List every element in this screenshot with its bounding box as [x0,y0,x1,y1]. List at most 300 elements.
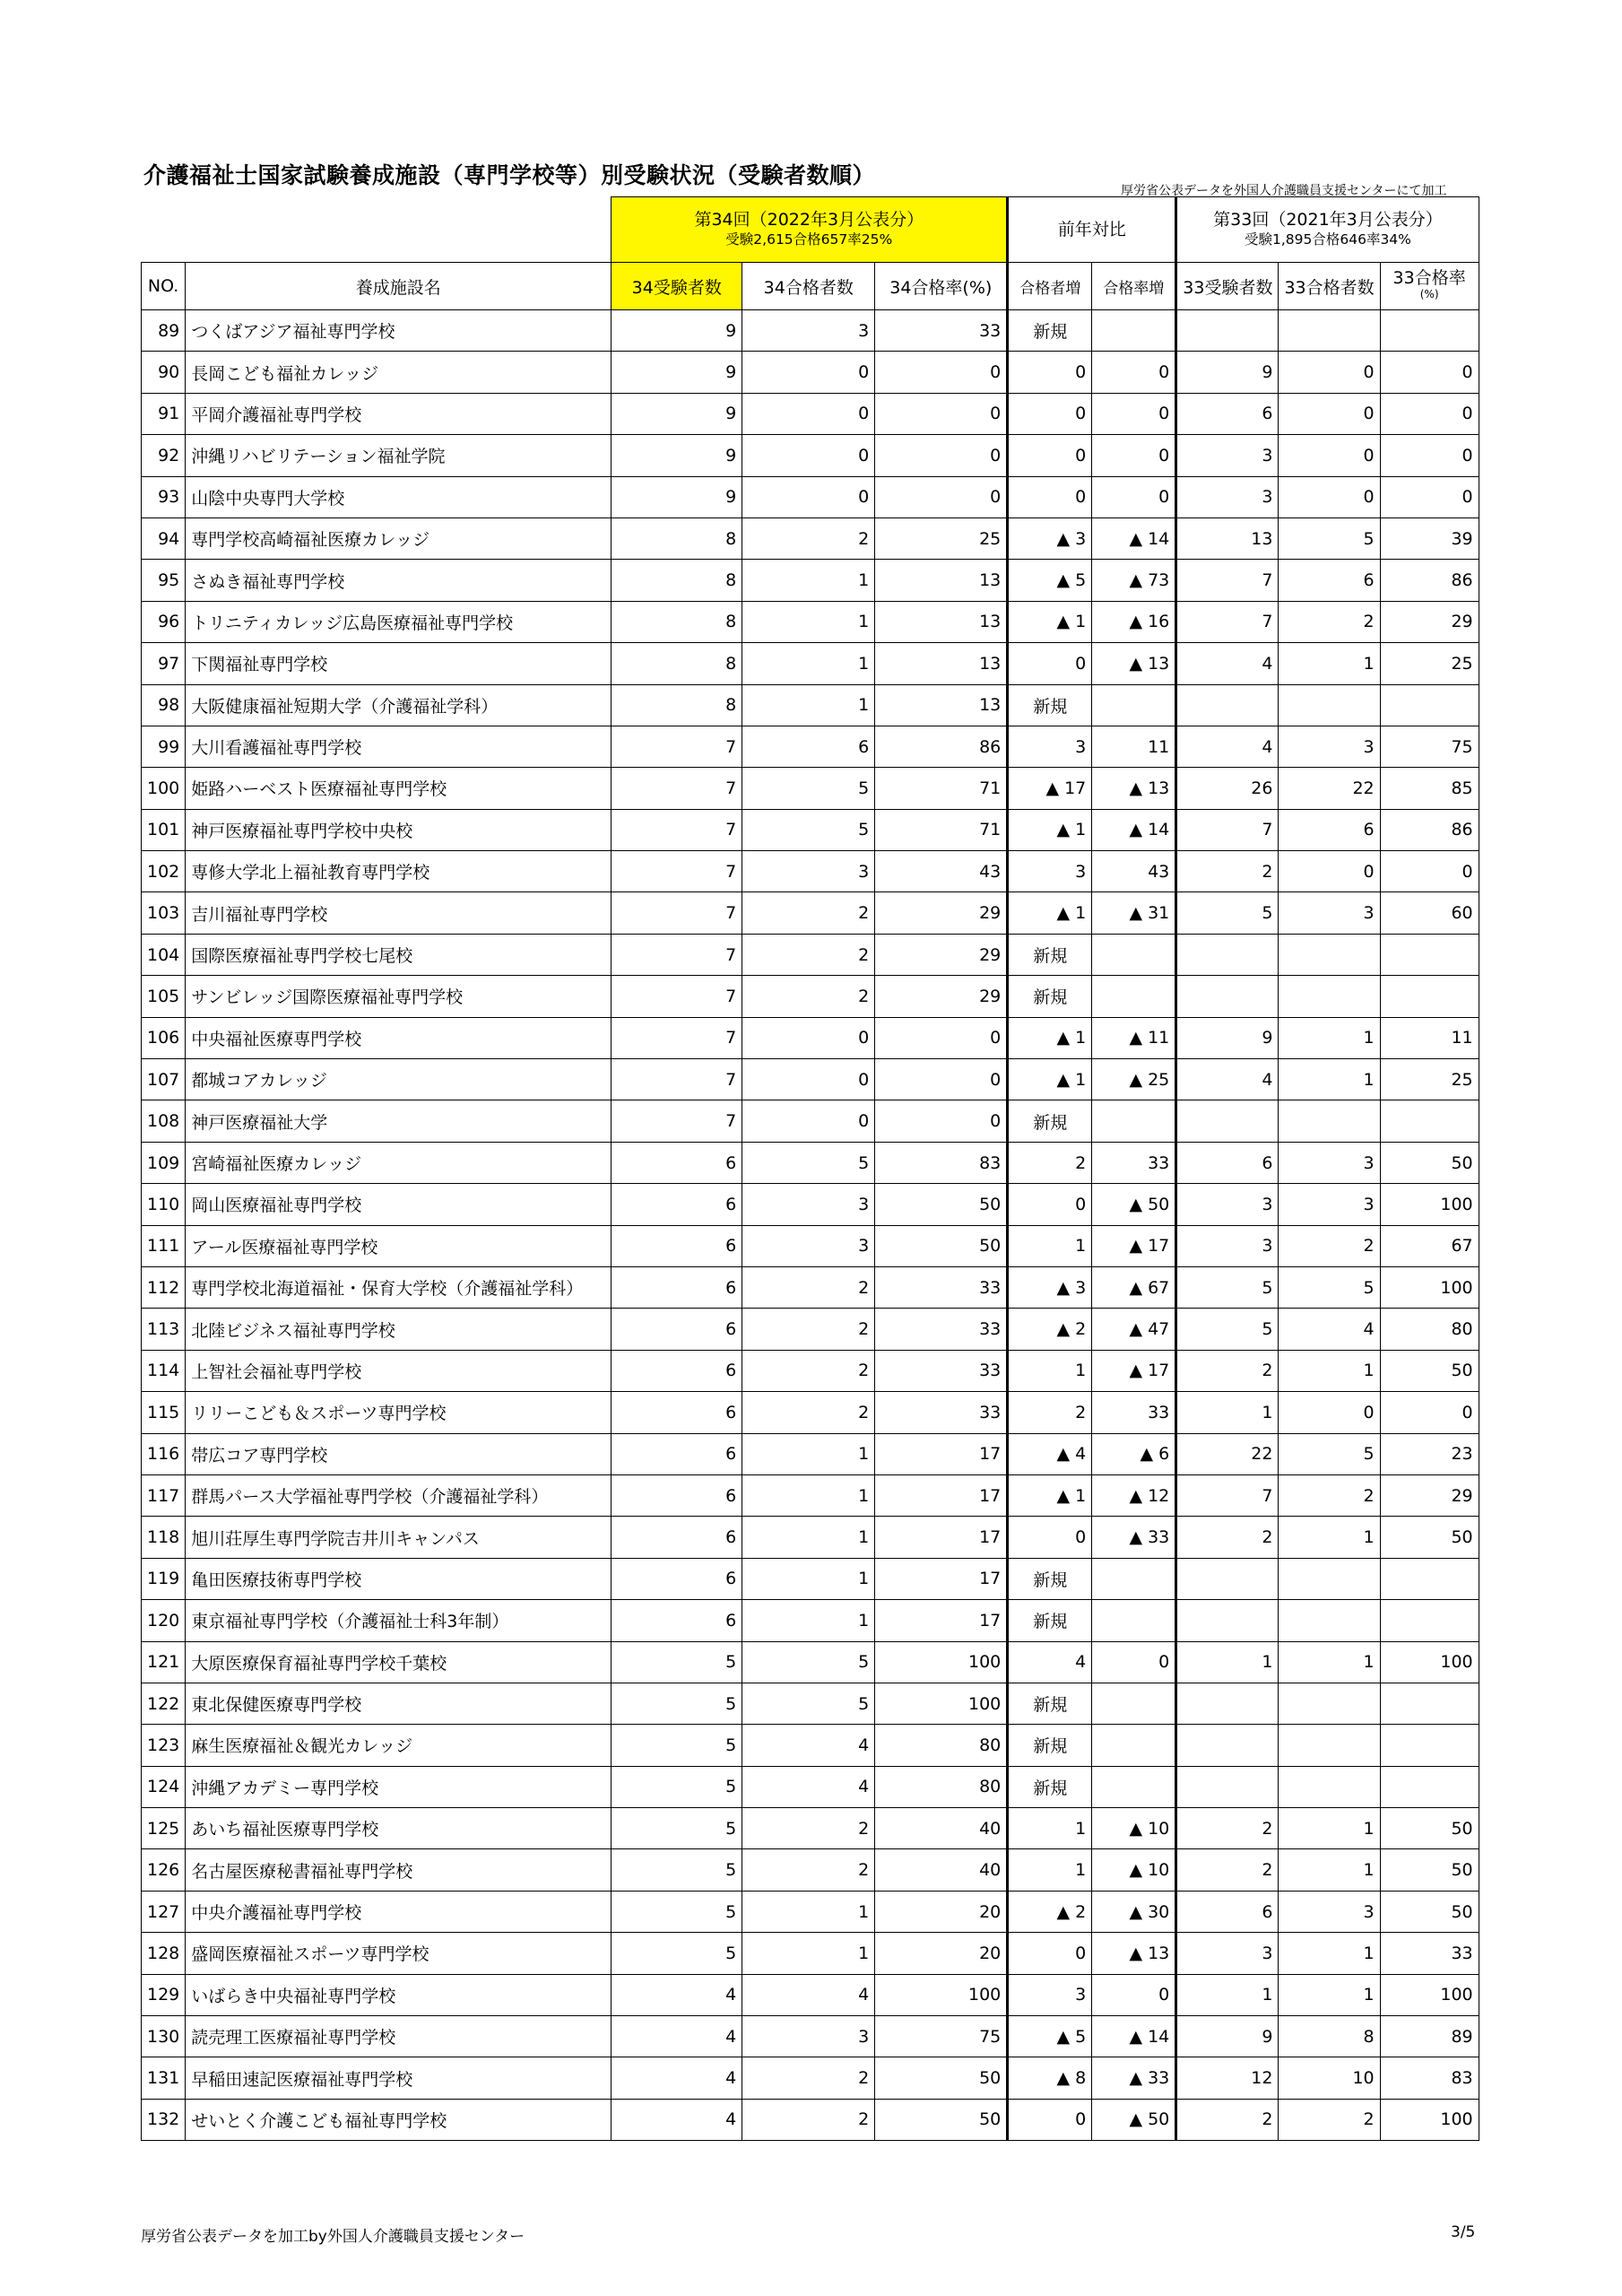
facility-name: サンビレッジ国際医療福祉専門学校 [186,976,612,1017]
pass-rate-33 [1380,976,1479,1017]
row-no: 92 [142,435,186,476]
passers-33: 1 [1279,1933,1380,1974]
rate-increase [1092,1100,1176,1142]
pass-rate-33 [1380,1725,1479,1766]
passers-34: 1 [742,1433,875,1474]
examinees-33: 2 [1176,851,1279,892]
pass-rate-34: 13 [875,601,1008,642]
facility-name: 長岡こども福祉カレッジ [186,352,612,393]
rate-increase: ▲ 13 [1092,1933,1176,1974]
passers-34: 2 [742,892,875,934]
passers-34: 1 [742,1933,875,1974]
pass-rate-34: 17 [875,1517,1008,1558]
pass-increase: 0 [1008,643,1092,684]
examinees-33: 4 [1176,726,1279,767]
facility-name: つくばアジア福祉専門学校 [186,310,612,352]
table-row [142,476,1479,517]
row-no: 89 [142,310,186,352]
passers-33: 6 [1279,809,1380,850]
examinees-34: 6 [612,1184,742,1225]
row-no: 99 [142,726,186,767]
facility-name: 上智社会福祉専門学校 [186,1350,612,1391]
table-row [142,1474,1479,1516]
facility-name: 東京福祉専門学校（介護福祉士科3年制） [186,1600,612,1641]
passers-34: 2 [742,1309,875,1350]
footer-source: 厚労省公表データを加工by外国人介護職員支援センター [141,2228,525,2246]
rate-increase: ▲ 13 [1092,768,1176,809]
examinees-33: 3 [1176,1933,1279,1974]
group-current-header [612,197,1008,263]
row-no: 93 [142,476,186,517]
facility-name: 神戸医療福祉専門学校中央校 [186,809,612,850]
facility-name: 中央福祉医療専門学校 [186,1017,612,1058]
rate-increase: 0 [1092,476,1176,517]
pass-rate-34: 29 [875,892,1008,934]
row-no: 109 [142,1142,186,1183]
rate-increase [1092,1558,1176,1599]
passers-34: 3 [742,1184,875,1225]
passers-34: 1 [742,1517,875,1558]
pass-rate-34: 40 [875,1808,1008,1849]
table-row [142,310,1479,352]
row-no: 128 [142,1933,186,1974]
facility-name: 専修大学北上福祉教育専門学校 [186,851,612,892]
examinees-34: 7 [612,976,742,1017]
header-34-passers: 34合格者数 [742,263,875,310]
passers-34: 1 [742,601,875,642]
rate-increase: 33 [1092,1142,1176,1183]
facility-name: 大原医療保育福祉専門学校千葉校 [186,1641,612,1683]
facility-name: 平岡介護福祉専門学校 [186,393,612,434]
pass-rate-33: 0 [1380,851,1479,892]
passers-34: 4 [742,1766,875,1807]
passers-33: 5 [1279,1266,1380,1308]
examinees-33 [1176,1766,1279,1807]
row-no: 105 [142,976,186,1017]
pass-rate-34: 0 [875,1100,1008,1142]
examinees-34: 5 [612,1849,742,1891]
pass-rate-34: 0 [875,435,1008,476]
pass-increase: ▲ 5 [1008,560,1092,601]
rate-increase: ▲ 25 [1092,1059,1176,1100]
row-no: 96 [142,601,186,642]
pass-increase: ▲ 1 [1008,1017,1092,1058]
row-no: 101 [142,809,186,850]
rate-increase: ▲ 17 [1092,1225,1176,1266]
facility-name: 旭川荘厚生専門学院吉井川キャンパス [186,1517,612,1558]
examinees-34: 4 [612,2016,742,2057]
header-34-examinees: 34受験者数 [612,263,742,310]
pass-rate-34: 50 [875,1225,1008,1266]
pass-rate-34: 50 [875,2099,1008,2140]
group-compare-label: 前年対比 [1057,220,1126,239]
row-no: 126 [142,1849,186,1891]
examinees-34: 6 [612,1309,742,1350]
facility-name: アール医療福祉専門学校 [186,1225,612,1266]
group-current-line1: 第34回（2022年3月公表分） [694,210,924,230]
row-no: 103 [142,892,186,934]
examinees-33: 7 [1176,560,1279,601]
pass-rate-33: 0 [1380,435,1479,476]
examinees-34: 5 [612,1683,742,1724]
examinees-34: 7 [612,1100,742,1142]
table-row [142,1766,1479,1807]
row-no: 120 [142,1600,186,1641]
passers-33: 2 [1279,601,1380,642]
passers-33: 5 [1279,517,1380,559]
pass-increase: 1 [1008,1350,1092,1391]
rate-increase: ▲ 10 [1092,1849,1176,1891]
row-no: 119 [142,1558,186,1599]
pass-rate-34: 29 [875,976,1008,1017]
rate-increase: ▲ 14 [1092,2016,1176,2057]
table-row [142,892,1479,934]
examinees-34: 6 [612,1392,742,1433]
passers-33: 4 [1279,1309,1380,1350]
passers-34: 5 [742,1641,875,1683]
rate-increase: ▲ 73 [1092,560,1176,601]
rate-increase: 0 [1092,1974,1176,2015]
row-no: 115 [142,1392,186,1433]
facility-name: 大川看護福祉専門学校 [186,726,612,767]
passers-33 [1279,310,1380,352]
pass-increase: 0 [1008,435,1092,476]
table-row [142,1725,1479,1766]
passers-34: 5 [742,768,875,809]
group-previous-line1: 第33回（2021年3月公表分） [1213,210,1443,230]
pass-increase: 新規 [1008,1725,1092,1766]
passers-33: 1 [1279,1517,1380,1558]
table-row [142,1517,1479,1558]
table-row [142,2057,1479,2099]
pass-rate-33: 50 [1380,1849,1479,1891]
table-row [142,1683,1479,1724]
passers-34: 1 [742,643,875,684]
pass-rate-34: 0 [875,476,1008,517]
passers-33: 3 [1279,1184,1380,1225]
passers-34: 4 [742,1974,875,2015]
rate-increase: 0 [1092,435,1176,476]
pass-increase: 新規 [1008,1683,1092,1724]
group-compare-header [1008,197,1176,263]
header-name: 養成施設名 [186,263,612,310]
examinees-33: 12 [1176,2057,1279,2099]
facility-name: 岡山医療福祉専門学校 [186,1184,612,1225]
pass-rate-33: 25 [1380,1059,1479,1100]
table-row [142,601,1479,642]
pass-rate-33: 100 [1380,1974,1479,2015]
facility-name: 早稲田速記医療福祉専門学校 [186,2057,612,2099]
examinees-33: 2 [1176,1808,1279,1849]
rate-increase [1092,1683,1176,1724]
facility-name: 名古屋医療秘書福祉専門学校 [186,1849,612,1891]
examinees-33 [1176,934,1279,975]
examinees-33: 3 [1176,476,1279,517]
rate-increase [1092,976,1176,1017]
pass-increase: ▲ 1 [1008,809,1092,850]
pass-rate-33: 11 [1380,1017,1479,1058]
facility-name: 専門学校北海道福祉・保育大学校（介護福祉学科） [186,1266,612,1308]
facility-name: 北陸ビジネス福祉専門学校 [186,1309,612,1350]
facility-name: 沖縄リハビリテーション福祉学院 [186,435,612,476]
pass-rate-34: 25 [875,517,1008,559]
pass-increase: ▲ 1 [1008,1474,1092,1516]
table-row [142,2016,1479,2057]
pass-rate-34: 33 [875,1309,1008,1350]
examinees-34: 6 [612,1600,742,1641]
table-row [142,1849,1479,1891]
facility-name: 読売理工医療福祉専門学校 [186,2016,612,2057]
pass-rate-33: 50 [1380,1350,1479,1391]
table-row [142,435,1479,476]
pass-increase: 3 [1008,1974,1092,2015]
table-row [142,934,1479,975]
table-row [142,1600,1479,1641]
passers-34: 3 [742,851,875,892]
passers-33: 0 [1279,435,1380,476]
facility-name: 盛岡医療福祉スポーツ専門学校 [186,1933,612,1974]
examinees-33: 2 [1176,1849,1279,1891]
facility-name: 神戸医療福祉大学 [186,1100,612,1142]
pass-rate-34: 83 [875,1142,1008,1183]
table-row [142,1974,1479,2015]
rate-increase: ▲ 33 [1092,1517,1176,1558]
rate-increase: ▲ 67 [1092,1266,1176,1308]
pass-rate-34: 75 [875,2016,1008,2057]
pass-increase: ▲ 4 [1008,1433,1092,1474]
row-no: 102 [142,851,186,892]
rate-increase: ▲ 6 [1092,1433,1176,1474]
examinees-33: 9 [1176,2016,1279,2057]
pass-rate-33: 80 [1380,1309,1479,1350]
pass-rate-33 [1380,684,1479,726]
pass-rate-34: 33 [875,1350,1008,1391]
facility-name: せいとく介護こども福祉専門学校 [186,2099,612,2140]
row-no: 117 [142,1474,186,1516]
table-row [142,976,1479,1017]
header-34-rate: 34合格率(%) [875,263,1008,310]
table-row [142,1558,1479,1599]
examinees-34: 7 [612,934,742,975]
passers-33: 3 [1279,1891,1380,1932]
pass-increase: 新規 [1008,934,1092,975]
examinees-33 [1176,1600,1279,1641]
examinees-33 [1176,1100,1279,1142]
passers-34: 3 [742,1225,875,1266]
examinees-33: 9 [1176,1017,1279,1058]
pass-rate-33 [1380,310,1479,352]
passers-34: 0 [742,435,875,476]
table-row [142,1433,1479,1474]
examinees-34: 4 [612,2057,742,2099]
passers-33: 2 [1279,1474,1380,1516]
facility-name: 下関福祉専門学校 [186,643,612,684]
examinees-34: 7 [612,851,742,892]
pass-rate-33: 0 [1380,476,1479,517]
facility-name: 宮崎福祉医療カレッジ [186,1142,612,1183]
row-no: 94 [142,517,186,559]
pass-rate-34: 33 [875,1392,1008,1433]
facility-name: 姫路ハーベスト医療福祉専門学校 [186,768,612,809]
pass-rate-33 [1380,934,1479,975]
examinees-34: 6 [612,1350,742,1391]
examinees-34: 6 [612,1474,742,1516]
rate-increase: ▲ 50 [1092,2099,1176,2140]
passers-34: 1 [742,1600,875,1641]
rate-increase: ▲ 30 [1092,1891,1176,1932]
table-row [142,726,1479,767]
header-33-rate-unit: (%) [1419,288,1439,300]
header-rate-increase: 合格率増 [1092,263,1176,310]
passers-34: 2 [742,2099,875,2140]
row-no: 132 [142,2099,186,2140]
pass-rate-34: 71 [875,768,1008,809]
pass-rate-34: 100 [875,1974,1008,2015]
pass-rate-34: 17 [875,1433,1008,1474]
examinees-33: 9 [1176,352,1279,393]
examinees-34: 9 [612,310,742,352]
passers-33: 5 [1279,1433,1380,1474]
table-row [142,768,1479,809]
passers-33 [1279,1100,1380,1142]
examinees-33: 26 [1176,768,1279,809]
rate-increase: ▲ 13 [1092,643,1176,684]
facility-name: 国際医療福祉専門学校七尾校 [186,934,612,975]
examinees-34: 5 [612,1933,742,1974]
examinees-33 [1176,1725,1279,1766]
passers-33 [1279,1725,1380,1766]
passers-33: 1 [1279,1974,1380,2015]
passers-33: 3 [1279,726,1380,767]
row-no: 112 [142,1266,186,1308]
row-no: 91 [142,393,186,434]
examinees-34: 9 [612,435,742,476]
pass-increase: 2 [1008,1142,1092,1183]
facility-name: 中央介護福祉専門学校 [186,1891,612,1932]
table-row [142,1017,1479,1058]
examinees-33: 7 [1176,601,1279,642]
table-row [142,1225,1479,1266]
passers-34: 1 [742,560,875,601]
pass-rate-34: 80 [875,1766,1008,1807]
row-no: 111 [142,1225,186,1266]
passers-33: 2 [1279,2099,1380,2140]
rate-increase: 0 [1092,352,1176,393]
passers-33: 3 [1279,892,1380,934]
examinees-34: 9 [612,393,742,434]
pass-increase: ▲ 8 [1008,2057,1092,2099]
group-previous-line2: 受験1,895合格646率34% [1244,231,1411,248]
pass-rate-33: 86 [1380,560,1479,601]
pass-increase: ▲ 2 [1008,1891,1092,1932]
row-no: 127 [142,1891,186,1932]
source-note: 厚労省公表データを外国人介護職員支援センターにて加工 [1121,184,1447,198]
rate-increase: ▲ 31 [1092,892,1176,934]
examinees-33: 6 [1176,1891,1279,1932]
row-no: 130 [142,2016,186,2057]
examinees-33: 6 [1176,393,1279,434]
passers-33: 0 [1279,352,1380,393]
passers-33: 22 [1279,768,1380,809]
pass-rate-33: 86 [1380,809,1479,850]
table-row [142,2099,1479,2140]
examinees-34: 8 [612,560,742,601]
header-33-examinees: 33受験者数 [1176,263,1279,310]
pass-increase: ▲ 3 [1008,1266,1092,1308]
passers-34: 1 [742,1474,875,1516]
pass-rate-33: 100 [1380,1641,1479,1683]
pass-increase: ▲ 17 [1008,768,1092,809]
passers-33 [1279,1683,1380,1724]
examinees-34: 8 [612,684,742,726]
row-no: 110 [142,1184,186,1225]
examinees-34: 6 [612,1266,742,1308]
examinees-33: 4 [1176,1059,1279,1100]
pass-increase: 新規 [1008,976,1092,1017]
pass-rate-33: 50 [1380,1517,1479,1558]
passers-34: 1 [742,684,875,726]
examinees-33: 1 [1176,1974,1279,2015]
pass-increase: ▲ 5 [1008,2016,1092,2057]
table-row [142,1808,1479,1849]
pass-rate-34: 0 [875,393,1008,434]
rate-increase: ▲ 11 [1092,1017,1176,1058]
pass-increase: 0 [1008,2099,1092,2140]
examinees-33: 22 [1176,1433,1279,1474]
passers-33: 0 [1279,1392,1380,1433]
pass-rate-34: 80 [875,1725,1008,1766]
table-row [142,1350,1479,1391]
table-row [142,684,1479,726]
passers-34: 0 [742,1100,875,1142]
pass-rate-34: 13 [875,684,1008,726]
examinees-34: 5 [612,1725,742,1766]
header-no: NO. [142,263,186,310]
pass-rate-33: 0 [1380,393,1479,434]
table-row [142,1142,1479,1183]
pass-rate-33: 100 [1380,1266,1479,1308]
page-title: 介護福祉士国家試験養成施設（専門学校等）別受験状況（受験者数順） [143,162,876,188]
pass-rate-34: 100 [875,1641,1008,1683]
pass-rate-34: 17 [875,1474,1008,1516]
row-no: 98 [142,684,186,726]
table-row [142,1641,1479,1683]
rate-increase: 0 [1092,393,1176,434]
row-no: 108 [142,1100,186,1142]
table-row [142,643,1479,684]
examinees-34: 7 [612,726,742,767]
passers-34: 5 [742,1142,875,1183]
pass-rate-33: 75 [1380,726,1479,767]
examinees-34: 6 [612,1558,742,1599]
pass-rate-33: 50 [1380,1808,1479,1849]
examinees-34: 6 [612,1433,742,1474]
facility-name: 群馬パース大学福祉専門学校（介護福祉学科） [186,1474,612,1516]
passers-34: 2 [742,1808,875,1849]
table-row [142,517,1479,559]
examinees-34: 8 [612,601,742,642]
examinees-33: 2 [1176,1350,1279,1391]
examinees-33: 1 [1176,1392,1279,1433]
passers-33 [1279,684,1380,726]
passers-34: 5 [742,1683,875,1724]
pass-increase: 0 [1008,1184,1092,1225]
pass-rate-34: 0 [875,1059,1008,1100]
passers-33 [1279,976,1380,1017]
passers-33 [1279,1558,1380,1599]
group-current-line2: 受験2,615合格657率25% [725,231,893,248]
pass-increase: 新規 [1008,684,1092,726]
